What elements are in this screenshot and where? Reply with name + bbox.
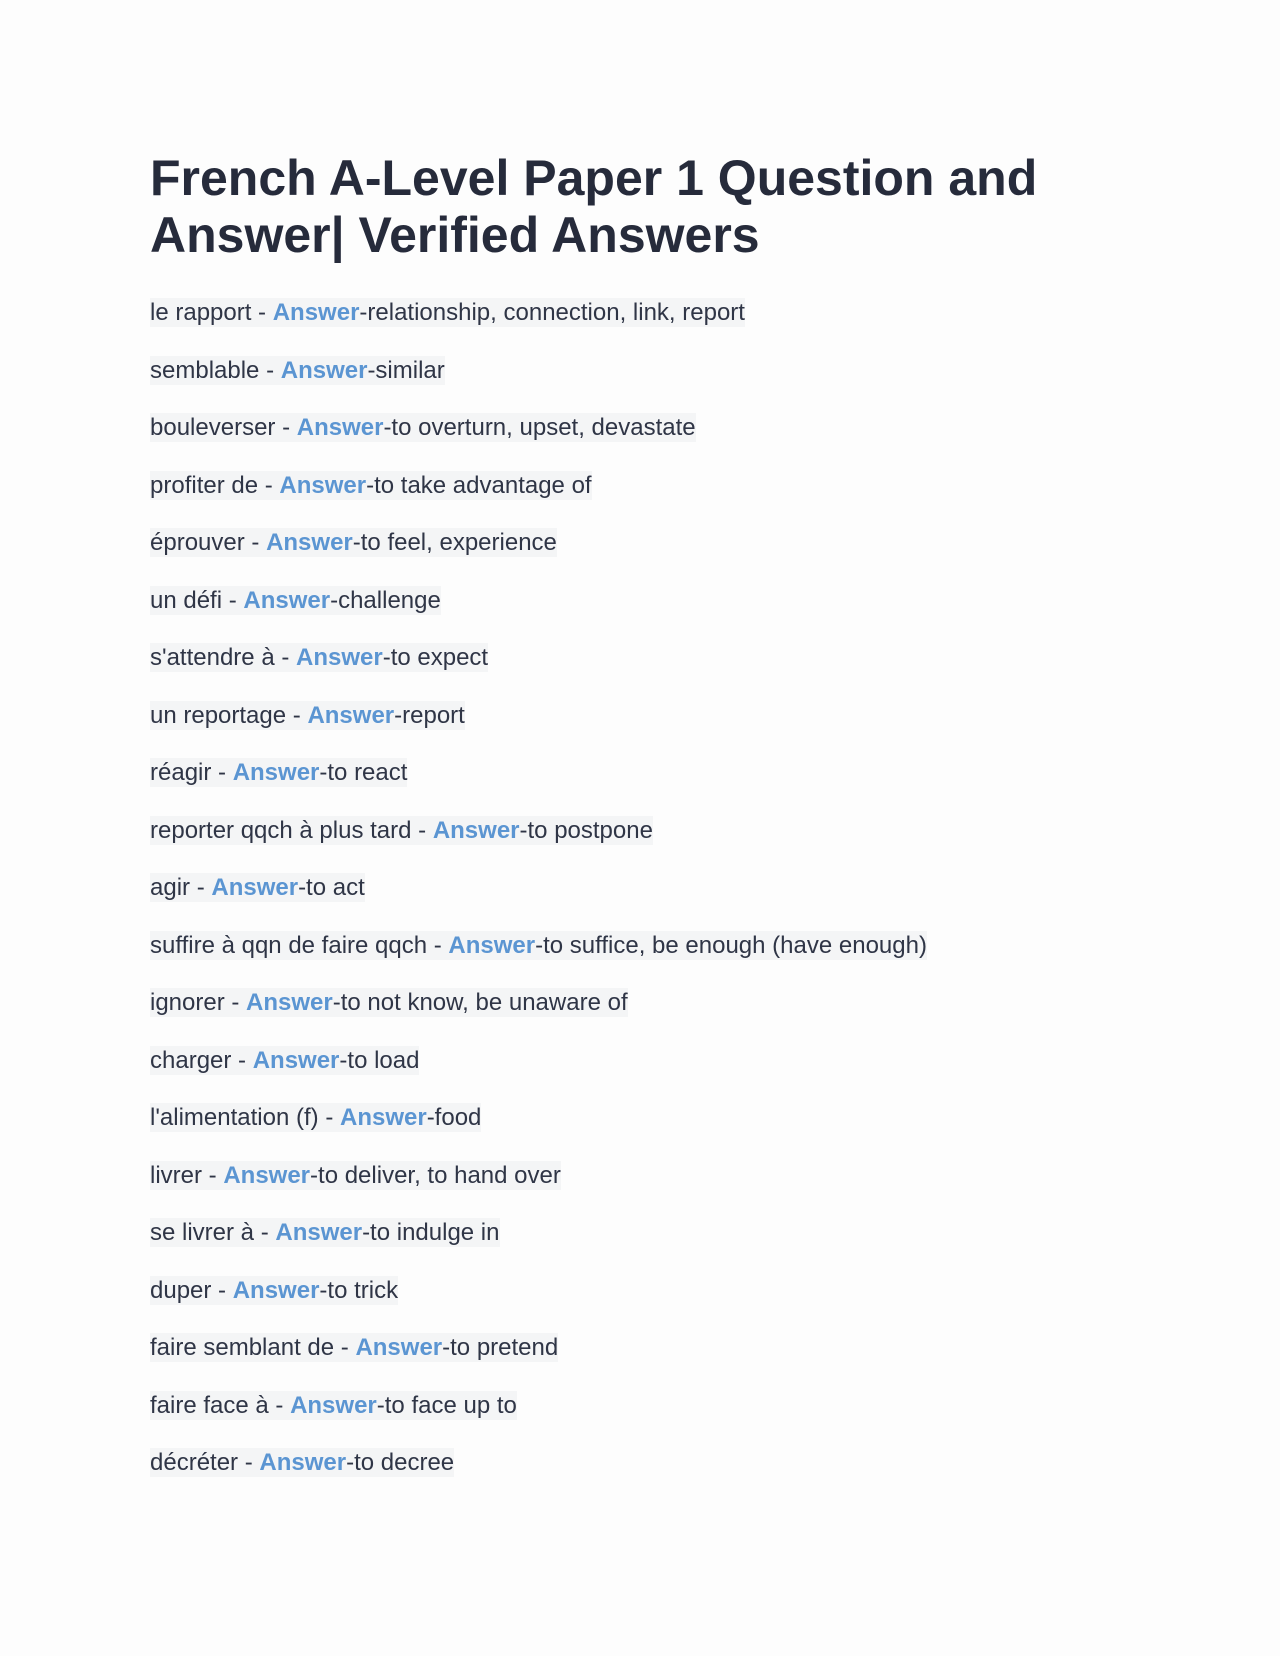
qa-line: [150, 643, 488, 672]
answer-label: Answer: [211, 874, 299, 901]
question-term: s'attendre à: [150, 644, 275, 671]
answer-label: Answer: [279, 471, 367, 499]
answer-label: Answer: [252, 1046, 340, 1074]
qa-line: [150, 1276, 398, 1305]
answer-label: Answer: [259, 1449, 347, 1476]
answer-text: -to postpone: [519, 816, 653, 844]
answer-text: -to indulge in: [362, 1219, 500, 1246]
separator: -: [268, 1391, 291, 1419]
separator: -: [318, 1104, 340, 1131]
question-term: reporter qqch à plus tard: [150, 816, 412, 844]
separator: -: [411, 816, 433, 844]
answer-text: -to react: [319, 759, 408, 786]
separator: -: [286, 701, 308, 729]
question-term: faire face à: [150, 1391, 269, 1419]
answer-text: -to feel, experience: [352, 529, 557, 556]
question-term: livrer: [150, 1161, 202, 1189]
qa-line: [150, 471, 592, 500]
separator: -: [224, 989, 247, 1016]
separator: -: [211, 1276, 233, 1304]
qa-line: [150, 586, 441, 615]
separator: -: [202, 1161, 224, 1189]
list-item: [150, 1218, 1130, 1276]
qa-line: [150, 528, 557, 557]
question-term: ignorer: [150, 989, 225, 1016]
answer-text: -to overturn, upset, devastate: [383, 414, 696, 441]
separator: -: [427, 931, 449, 959]
qa-line: [150, 1103, 481, 1132]
answer-text: -similar: [367, 356, 445, 384]
question-term: charger: [150, 1046, 232, 1074]
list-item: [150, 1276, 1130, 1334]
separator: -: [238, 1449, 260, 1476]
list-item: [150, 1333, 1130, 1391]
list-item: [150, 1161, 1130, 1219]
qa-line: [150, 298, 745, 327]
answer-label: Answer: [307, 701, 395, 729]
question-term: éprouver: [150, 529, 245, 556]
question-term: le rapport: [150, 299, 252, 326]
separator: -: [254, 1219, 276, 1246]
answer-label: Answer: [296, 644, 383, 671]
answer-label: Answer: [232, 1276, 320, 1304]
answer-text: -to face up to: [376, 1391, 517, 1419]
list-item: [150, 701, 1130, 759]
list-item: [150, 816, 1130, 874]
list-item: [150, 758, 1130, 816]
separator: -: [258, 471, 280, 499]
separator: -: [222, 586, 244, 614]
qa-line: [150, 758, 407, 787]
question-term: bouleverser: [150, 414, 276, 441]
answer-text: -to load: [339, 1046, 420, 1074]
qa-list: [150, 298, 1130, 1506]
answer-text: -relationship, connection, link, report: [359, 299, 745, 326]
answer-text: -to not know, be unaware of: [332, 989, 628, 1016]
list-item: [150, 1448, 1130, 1506]
question-term: se livrer à: [150, 1219, 255, 1246]
answer-text: -challenge: [330, 586, 441, 614]
list-item: [150, 471, 1130, 529]
list-item: [150, 1391, 1130, 1449]
list-item: [150, 931, 1130, 989]
question-term: faire semblant de: [150, 1334, 335, 1361]
question-term: agir: [150, 874, 191, 901]
question-term: semblable: [150, 356, 260, 384]
separator: -: [211, 759, 233, 786]
list-item: [150, 298, 1130, 356]
answer-label: Answer: [232, 759, 320, 786]
separator: -: [190, 874, 212, 901]
qa-line: [150, 1161, 561, 1190]
answer-text: -to expect: [382, 644, 489, 671]
answer-label: Answer: [266, 529, 353, 556]
answer-text: -to suffice, be enough (have enough): [535, 931, 927, 959]
answer-text: -to take advantage of: [366, 471, 592, 499]
separator: -: [275, 414, 297, 441]
separator: -: [274, 644, 296, 671]
question-term: duper: [150, 1276, 212, 1304]
separator: -: [251, 299, 273, 326]
answer-text: -to act: [298, 874, 365, 901]
page-title: French A-Level Paper 1 Question and Answer| Verified Answers: [150, 150, 1038, 263]
question-term: profiter de: [150, 471, 259, 499]
answer-label: Answer: [339, 1104, 427, 1131]
answer-text: -food: [426, 1104, 482, 1131]
list-item: [150, 1103, 1130, 1161]
answer-label: Answer: [246, 989, 333, 1016]
qa-line: [150, 1333, 558, 1362]
list-item: [150, 356, 1130, 414]
answer-label: Answer: [355, 1334, 443, 1361]
answer-label: Answer: [243, 586, 331, 614]
qa-line: [150, 1046, 419, 1075]
answer-label: Answer: [290, 1391, 377, 1419]
qa-line: [150, 931, 927, 960]
answer-text: -to deliver, to hand over: [310, 1161, 561, 1189]
document-page: [150, 150, 1130, 1506]
question-term: un reportage: [150, 701, 287, 729]
question-term: un défi: [150, 586, 223, 614]
answer-label: Answer: [432, 816, 520, 844]
qa-line: [150, 873, 365, 902]
answer-label: Answer: [223, 1161, 311, 1189]
list-item: [150, 873, 1130, 931]
qa-line: [150, 701, 465, 730]
question-term: l'alimentation (f): [150, 1104, 319, 1131]
question-term: réagir: [150, 759, 212, 786]
answer-text: -to decree: [346, 1449, 455, 1476]
separator: -: [259, 356, 281, 384]
list-item: [150, 643, 1130, 701]
qa-line: [150, 413, 696, 442]
answer-text: -to pretend: [442, 1334, 559, 1361]
separator: -: [334, 1334, 356, 1361]
qa-line: [150, 816, 653, 845]
list-item: [150, 413, 1130, 471]
list-item: [150, 586, 1130, 644]
qa-line: [150, 1218, 500, 1247]
answer-text: -report: [394, 701, 465, 729]
answer-label: Answer: [296, 414, 384, 441]
answer-label: Answer: [275, 1219, 363, 1246]
question-term: suffire à qqn de faire qqch: [150, 931, 428, 959]
qa-line: [150, 356, 445, 385]
list-item: [150, 988, 1130, 1046]
list-item: [150, 1046, 1130, 1104]
separator: -: [231, 1046, 253, 1074]
answer-label: Answer: [280, 356, 368, 384]
answer-label: Answer: [272, 299, 360, 326]
qa-line: [150, 1448, 454, 1477]
answer-label: Answer: [448, 931, 536, 959]
question-term: décréter: [150, 1449, 239, 1476]
qa-line: [150, 988, 628, 1017]
separator: -: [244, 529, 267, 556]
answer-text: -to trick: [319, 1276, 399, 1304]
qa-line: [150, 1391, 517, 1420]
list-item: [150, 528, 1130, 586]
